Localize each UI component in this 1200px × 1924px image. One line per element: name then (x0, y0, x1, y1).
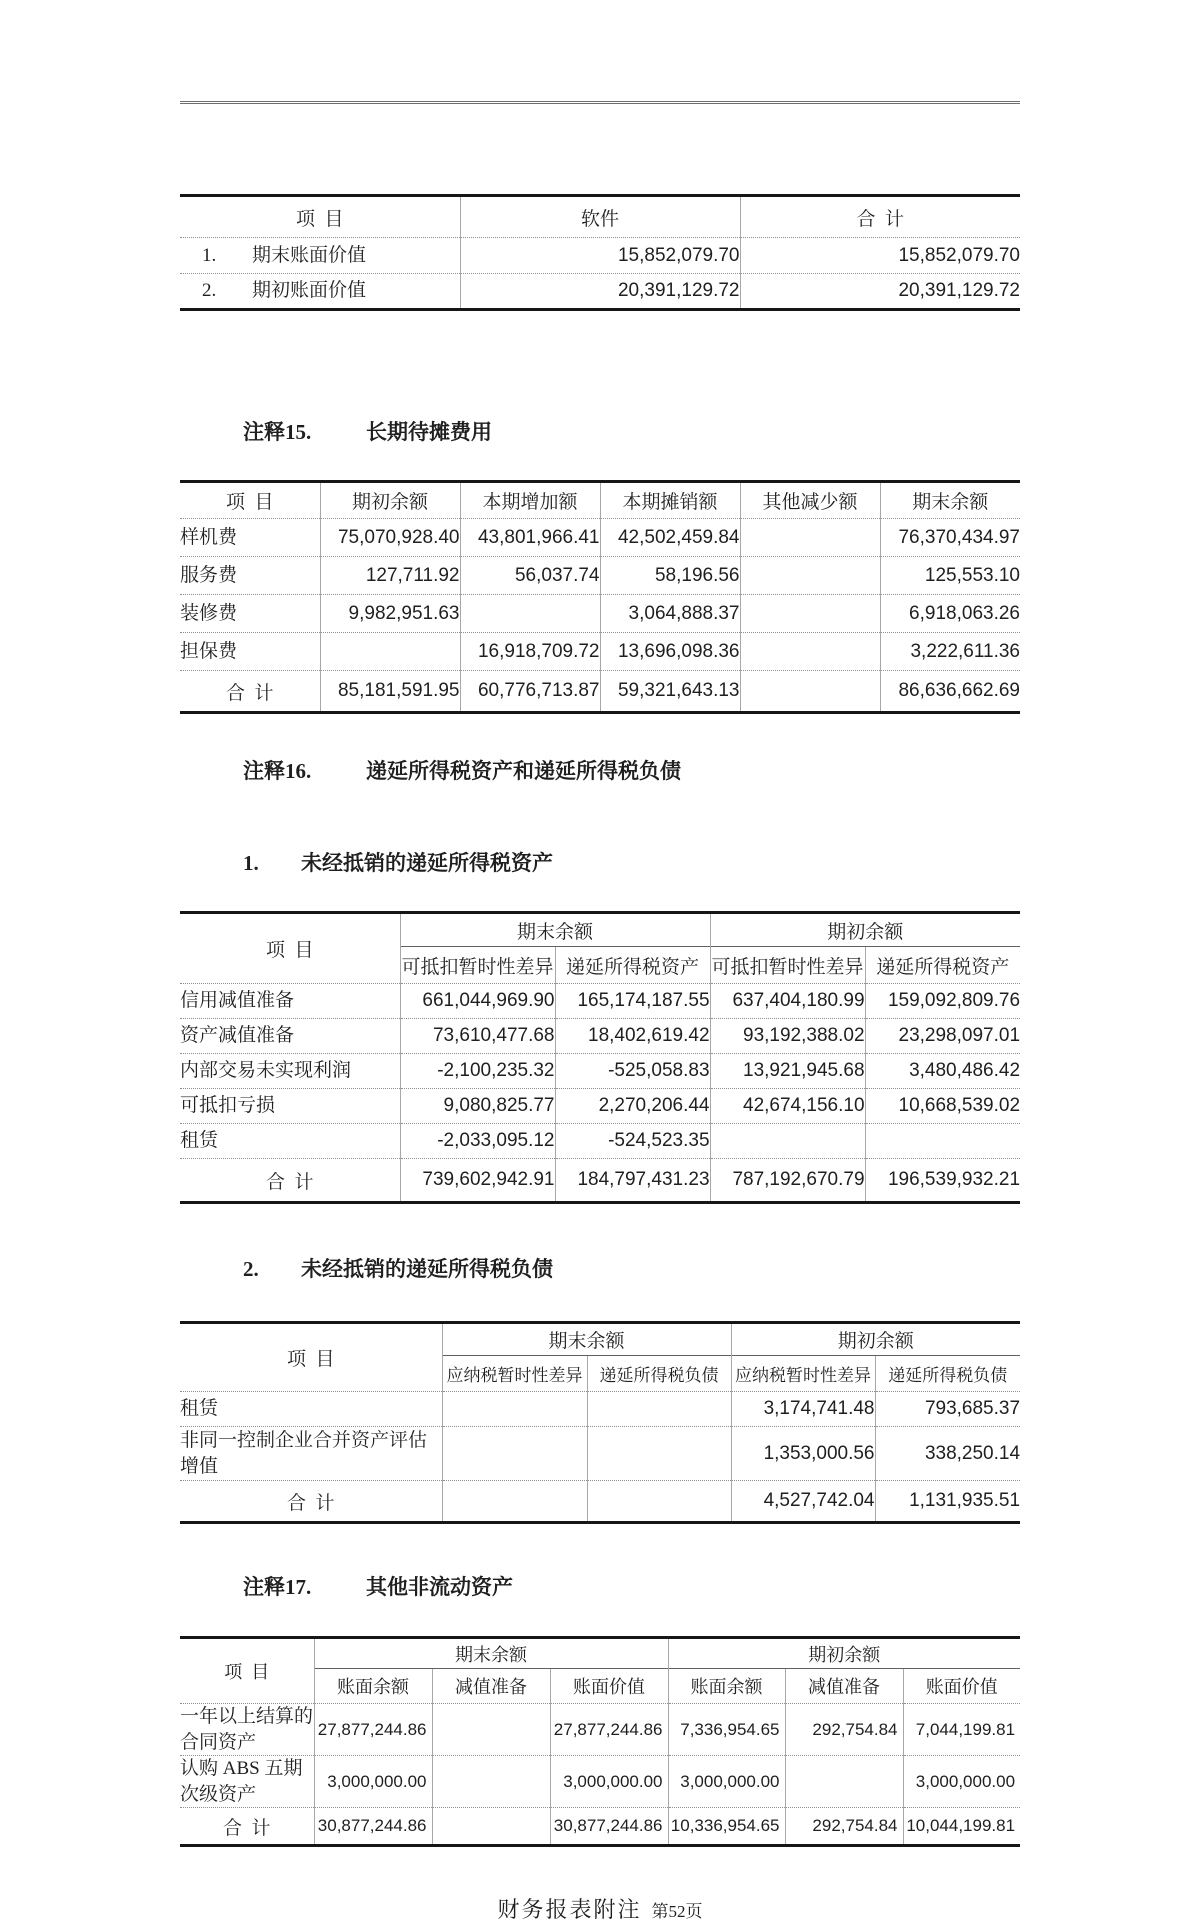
total-amount-cell: 292,754.84 (785, 1808, 903, 1846)
amount-cell: 93,192,388.02 (710, 1019, 865, 1054)
amount-cell (320, 633, 460, 671)
amount-cell: 637,404,180.99 (710, 984, 865, 1019)
table-total-row (180, 1481, 1020, 1523)
total-amount-cell: 787,192,670.79 (710, 1159, 865, 1203)
row-number: 2. (202, 280, 217, 302)
amount-cell: 75,070,928.40 (320, 519, 460, 557)
table-row (180, 1124, 1020, 1159)
table-row (180, 519, 1020, 557)
heading-text: 未经抵销的递延所得税资产 (301, 851, 553, 875)
amount-cell: 42,674,156.10 (710, 1089, 865, 1124)
row-label-cell: 租赁 (180, 1124, 400, 1159)
note16-liabilities-heading (222, 1228, 1020, 1308)
subheader-carrying-value: 账面价值 (903, 1669, 1020, 1704)
subheader-taxable-diff: 应纳税暂时性差异 (442, 1356, 587, 1392)
row-label-cell: 样机费 (180, 519, 320, 557)
amount-cell (865, 1124, 1020, 1159)
header-item: 项 目 (224, 1662, 270, 1682)
table-row (180, 1704, 1020, 1756)
header-item: 项 目 (295, 208, 344, 230)
row-label-cell: 一年以上结算的合同资产 (180, 1704, 314, 1756)
subheader-deferred-asset: 递延所得税资产 (555, 947, 710, 984)
total-amount-cell: 1,131,935.51 (875, 1481, 1020, 1523)
subheader-deferred-liability: 递延所得税负债 (587, 1356, 731, 1392)
amount-cell: 3,222,611.36 (880, 633, 1020, 671)
amount-cell: 9,982,951.63 (320, 595, 460, 633)
amount-cell: 3,064,888.37 (600, 595, 740, 633)
amount-cell: 793,685.37 (875, 1392, 1020, 1427)
total-amount-cell: 59,321,643.13 (600, 671, 740, 713)
amount-cell: 3,000,000.00 (903, 1756, 1020, 1808)
table-row (180, 595, 1020, 633)
amount-cell (740, 519, 880, 557)
amount-cell: 27,877,244.86 (314, 1704, 432, 1756)
row-label-cell (180, 238, 460, 274)
total-amount-cell: 739,602,942.91 (400, 1159, 555, 1203)
amount-cell: 13,921,945.68 (710, 1054, 865, 1089)
subheader-deferred-asset: 递延所得税资产 (865, 947, 1020, 984)
row-label: 期末账面价值 (252, 244, 367, 266)
amount-cell: 20,391,129.72 (740, 274, 1020, 310)
table-total-row (180, 1159, 1020, 1203)
amount-cell: 2,270,206.44 (555, 1089, 710, 1124)
total-amount-cell (740, 671, 880, 713)
header-item: 项 目 (225, 492, 274, 513)
note16-title (222, 730, 1020, 810)
row-label-cell: 资产减值准备 (180, 1019, 400, 1054)
amount-cell: 338,250.14 (875, 1427, 1020, 1481)
header-item: 项 目 (265, 940, 314, 961)
amount-cell: 76,370,434.97 (880, 519, 1020, 557)
amount-cell (587, 1427, 731, 1481)
row-label: 期初账面价值 (252, 280, 367, 302)
header-total: 合 计 (740, 196, 1020, 238)
row-label-cell: 担保费 (180, 633, 320, 671)
row-label-cell: 内部交易未实现利润 (180, 1054, 400, 1089)
table-header-row (180, 482, 1020, 519)
software-book-value-table (180, 194, 1020, 311)
subheader-carrying-value: 账面价值 (550, 1669, 668, 1704)
row-label-cell: 认购 ABS 五期次级资产 (180, 1756, 314, 1808)
header-amortization: 本期摊销额 (600, 482, 740, 519)
row-label-cell (180, 274, 460, 310)
amount-cell: 7,336,954.65 (668, 1704, 785, 1756)
deferred-tax-liabilities-table (180, 1321, 1020, 1524)
subheader-deferred-liability: 递延所得税负债 (875, 1356, 1020, 1392)
total-label-cell: 合 计 (180, 1159, 400, 1203)
row-label-cell: 信用减值准备 (180, 984, 400, 1019)
total-label-cell: 合 计 (180, 671, 320, 713)
amount-cell: 13,696,098.36 (600, 633, 740, 671)
header-software: 软件 (460, 196, 740, 238)
amount-cell: 7,044,199.81 (903, 1704, 1020, 1756)
table-row (180, 1054, 1020, 1089)
amount-cell: 159,092,809.76 (865, 984, 1020, 1019)
amount-cell: 15,852,079.70 (740, 238, 1020, 274)
amount-cell: 3,000,000.00 (550, 1756, 668, 1808)
amount-cell: 3,000,000.00 (314, 1756, 432, 1808)
total-amount-cell: 60,776,713.87 (460, 671, 600, 713)
amount-cell: 3,000,000.00 (668, 1756, 785, 1808)
amount-cell (740, 633, 880, 671)
heading-number: 1. (243, 851, 259, 875)
row-label-cell: 装修费 (180, 595, 320, 633)
table-row (180, 274, 1020, 310)
deferred-tax-assets-table (180, 911, 1020, 1204)
amount-cell: 56,037.74 (460, 557, 600, 595)
subheader-book-balance: 账面余额 (668, 1669, 785, 1704)
amount-cell: 15,852,079.70 (460, 238, 740, 274)
header-item: 项 目 (286, 1349, 335, 1370)
page-header-rule (180, 101, 1020, 104)
amount-cell: 18,402,619.42 (555, 1019, 710, 1054)
note17-id: 注释17. (243, 1575, 312, 1599)
page-footer (180, 1893, 1020, 1924)
header-other-decrease: 其他减少额 (740, 482, 880, 519)
heading-number: 2. (243, 1257, 259, 1281)
table-row (180, 1392, 1020, 1427)
group-header-opening: 期初余额 (710, 913, 1020, 947)
amount-cell: 20,391,129.72 (460, 274, 740, 310)
note15-title-text: 长期待摊费用 (366, 420, 492, 444)
amount-cell: 125,553.10 (880, 557, 1020, 595)
total-amount-cell: 4,527,742.04 (731, 1481, 875, 1523)
row-label-cell: 非同一控制企业合并资产评估增值 (180, 1427, 442, 1481)
total-amount-cell: 10,044,199.81 (903, 1808, 1020, 1846)
table-row (180, 1089, 1020, 1124)
table-group-header-row (180, 1323, 1020, 1356)
amount-cell: -2,033,095.12 (400, 1124, 555, 1159)
amount-cell: 42,502,459.84 (600, 519, 740, 557)
amount-cell: 43,801,966.41 (460, 519, 600, 557)
amount-cell (432, 1756, 550, 1808)
subheader-impairment: 减值准备 (785, 1669, 903, 1704)
page-content (180, 101, 1020, 1924)
amount-cell: 27,877,244.86 (550, 1704, 668, 1756)
group-header-closing: 期末余额 (314, 1638, 668, 1669)
table-total-row (180, 1808, 1020, 1846)
amount-cell: 58,196.56 (600, 557, 740, 595)
amount-cell: 3,174,741.48 (731, 1392, 875, 1427)
amount-cell: 1,353,000.56 (731, 1427, 875, 1481)
total-label-cell: 合 计 (180, 1481, 442, 1523)
amount-cell: 16,918,709.72 (460, 633, 600, 671)
table-row (180, 1756, 1020, 1808)
amount-cell (710, 1124, 865, 1159)
amount-cell: 6,918,063.26 (880, 595, 1020, 633)
amount-cell (587, 1392, 731, 1427)
amount-cell (432, 1704, 550, 1756)
total-amount-cell (587, 1481, 731, 1523)
table-group-header-row (180, 913, 1020, 947)
amount-cell: 165,174,187.55 (555, 984, 710, 1019)
subheader-deductible-diff: 可抵扣暂时性差异 (710, 947, 865, 984)
subheader-taxable-diff: 应纳税暂时性差异 (731, 1356, 875, 1392)
amount-cell: -2,100,235.32 (400, 1054, 555, 1089)
total-amount-cell: 85,181,591.95 (320, 671, 460, 713)
header-increase: 本期增加额 (460, 482, 600, 519)
amount-cell: 23,298,097.01 (865, 1019, 1020, 1054)
heading-text: 未经抵销的递延所得税负债 (301, 1257, 553, 1281)
group-header-closing: 期末余额 (400, 913, 710, 947)
total-amount-cell: 184,797,431.23 (555, 1159, 710, 1203)
amount-cell: 3,480,486.42 (865, 1054, 1020, 1089)
table-row (180, 557, 1020, 595)
header-closing: 期末余额 (880, 482, 1020, 519)
table-row (180, 1427, 1020, 1481)
total-amount-cell: 196,539,932.21 (865, 1159, 1020, 1203)
amount-cell: 9,080,825.77 (400, 1089, 555, 1124)
note16-title-text: 递延所得税资产和递延所得税负债 (366, 759, 681, 783)
amount-cell (785, 1756, 903, 1808)
amount-cell: 292,754.84 (785, 1704, 903, 1756)
table-total-row (180, 671, 1020, 713)
note15-table (180, 480, 1020, 714)
amount-cell: 127,711.92 (320, 557, 460, 595)
amount-cell: -524,523.35 (555, 1124, 710, 1159)
subheader-book-balance: 账面余额 (314, 1669, 432, 1704)
total-amount-cell: 30,877,244.86 (550, 1808, 668, 1846)
header-opening: 期初余额 (320, 482, 460, 519)
row-label-cell: 租赁 (180, 1392, 442, 1427)
total-amount-cell (442, 1481, 587, 1523)
footer-page-number: 第52页 (651, 1902, 703, 1921)
row-number: 1. (202, 244, 217, 266)
amount-cell (442, 1427, 587, 1481)
note15-title (222, 391, 1020, 471)
amount-cell (460, 595, 600, 633)
amount-cell: 73,610,477.68 (400, 1019, 555, 1054)
amount-cell (442, 1392, 587, 1427)
row-label-cell: 可抵扣亏损 (180, 1089, 400, 1124)
table-header-row (180, 196, 1020, 238)
note15-id: 注释15. (243, 420, 312, 444)
note16-assets-heading (222, 822, 1020, 902)
total-label-cell: 合 计 (180, 1808, 314, 1846)
group-header-closing: 期末余额 (442, 1323, 731, 1356)
table-row (180, 238, 1020, 274)
group-header-opening: 期初余额 (731, 1323, 1020, 1356)
note17-title (222, 1546, 1020, 1626)
footer-document-title: 财务报表附注 (497, 1897, 642, 1922)
subheader-deductible-diff: 可抵扣暂时性差异 (400, 947, 555, 984)
table-row (180, 1019, 1020, 1054)
note16-id: 注释16. (243, 759, 312, 783)
amount-cell: 10,668,539.02 (865, 1089, 1020, 1124)
total-amount-cell: 30,877,244.86 (314, 1808, 432, 1846)
row-label-cell: 服务费 (180, 557, 320, 595)
amount-cell: 661,044,969.90 (400, 984, 555, 1019)
note17-title-text: 其他非流动资产 (366, 1575, 513, 1599)
table-row (180, 633, 1020, 671)
total-amount-cell: 86,636,662.69 (880, 671, 1020, 713)
total-amount-cell: 10,336,954.65 (668, 1808, 785, 1846)
group-header-opening: 期初余额 (668, 1638, 1020, 1669)
amount-cell (740, 595, 880, 633)
table-row (180, 984, 1020, 1019)
other-noncurrent-assets-table (180, 1636, 1020, 1847)
amount-cell: -525,058.83 (555, 1054, 710, 1089)
total-amount-cell (432, 1808, 550, 1846)
subheader-impairment: 减值准备 (432, 1669, 550, 1704)
table-group-header-row (180, 1638, 1020, 1669)
amount-cell (740, 557, 880, 595)
